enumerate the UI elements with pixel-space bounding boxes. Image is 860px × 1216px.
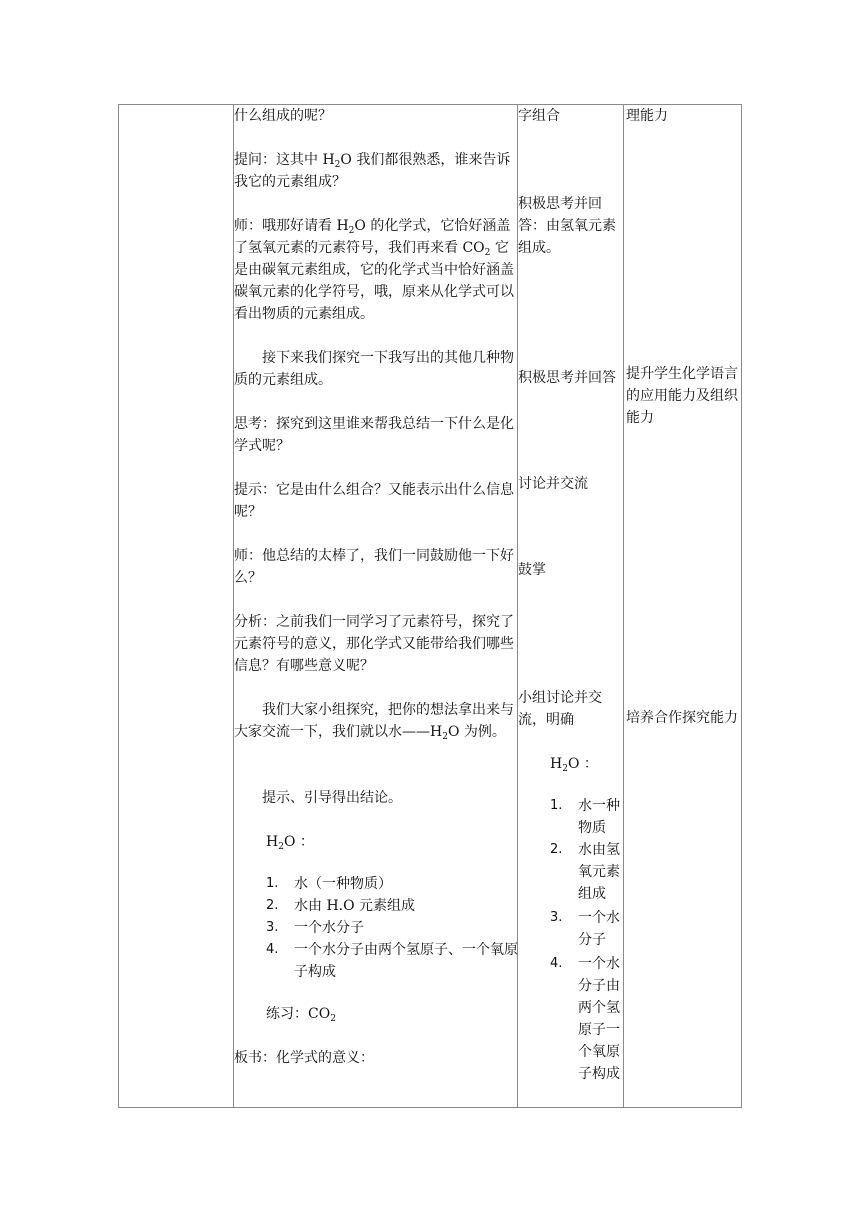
text-paragraph: 积极思考并回答: [518, 370, 616, 386]
practice-text: 练习：$CO_2$: [266, 1006, 336, 1024]
list-item: 4. 一个水分子由两个氢原子、一个氧原子构成: [266, 942, 518, 980]
formula-label: $H_2O$ ：: [550, 756, 598, 774]
list-item: 2. 水由氢氧元素组成: [550, 842, 620, 902]
list-item: 4. 一个水分子由两个氢原子一个氧原子构成: [550, 956, 620, 1082]
text-paragraph: 提问：这其中 $H_2O$ 我们都很熟悉，谁来告诉我它的元素组成？: [234, 152, 511, 190]
formula-label: $H_2O$ ：: [266, 834, 314, 852]
text-paragraph: 什么组成的呢？: [234, 108, 332, 124]
board-text: 板书：化学式的意义：: [234, 1050, 374, 1066]
list-item: 3. 一个水分子: [266, 920, 364, 936]
text-paragraph: 积极思考并回答：由氢氧元素组成。: [518, 196, 616, 256]
text-paragraph: 我们大家小组探究，把你的想法拿出来与大家交流一下，我们就以水$——H_2O$ 为例。: [234, 702, 514, 742]
text-paragraph: 思考：探究到这里谁来帮我总结一下什么是化学式呢？: [234, 416, 514, 454]
list-item: 3. 一个水分子: [550, 910, 620, 948]
text-paragraph: 理能力: [626, 108, 668, 124]
student-activity-column: [518, 105, 622, 1107]
design-intent-column: [624, 105, 742, 1107]
text-paragraph: 提示、引导得出结论。: [262, 790, 402, 806]
text-paragraph: 小组讨论并交流，明确: [518, 690, 602, 728]
text-paragraph: 鼓掌: [518, 562, 546, 578]
teacher-activity-column: [234, 105, 518, 1107]
text-paragraph: 培养合作探究能力: [626, 710, 738, 726]
text-paragraph: 提升学生化学语言的应用能力及组织能力: [626, 366, 738, 426]
text-paragraph: 讨论并交流: [518, 476, 588, 492]
list-item: 2. 水由 H.O 元素组成: [266, 898, 416, 914]
text-paragraph: 提示：它是由什么组合？又能表示出什么信息呢？: [234, 482, 514, 520]
text-paragraph: 接下来我们探究一下我写出的其他几种物质的元素组成。: [234, 350, 514, 388]
list-item: 1. 水（一种物质）: [266, 876, 392, 892]
list-item: 1. 水一种物质: [550, 798, 620, 836]
text-paragraph: 师：他总结的太棒了，我们一同鼓励他一下好么？: [234, 548, 514, 586]
lesson-table: [118, 104, 742, 1108]
text-paragraph: 分析：之前我们一同学习了元素符号，探究了元素符号的意义，那化学式又能带给我们哪些信息？有哪些意义呢？: [234, 614, 514, 674]
text-paragraph: 师：哦那好请看 $H_2O$ 的化学式，它恰好涵盖了氢氧元素的元素符号，我们再来看 $CO_2$ 它是由碳氧元素组成，它的化学式当中恰好涵盖碳氧元素的化学符号，哦，原来从化学式可以看出物质的元素组成。: [234, 218, 514, 322]
text-paragraph: 字组合: [518, 108, 560, 124]
